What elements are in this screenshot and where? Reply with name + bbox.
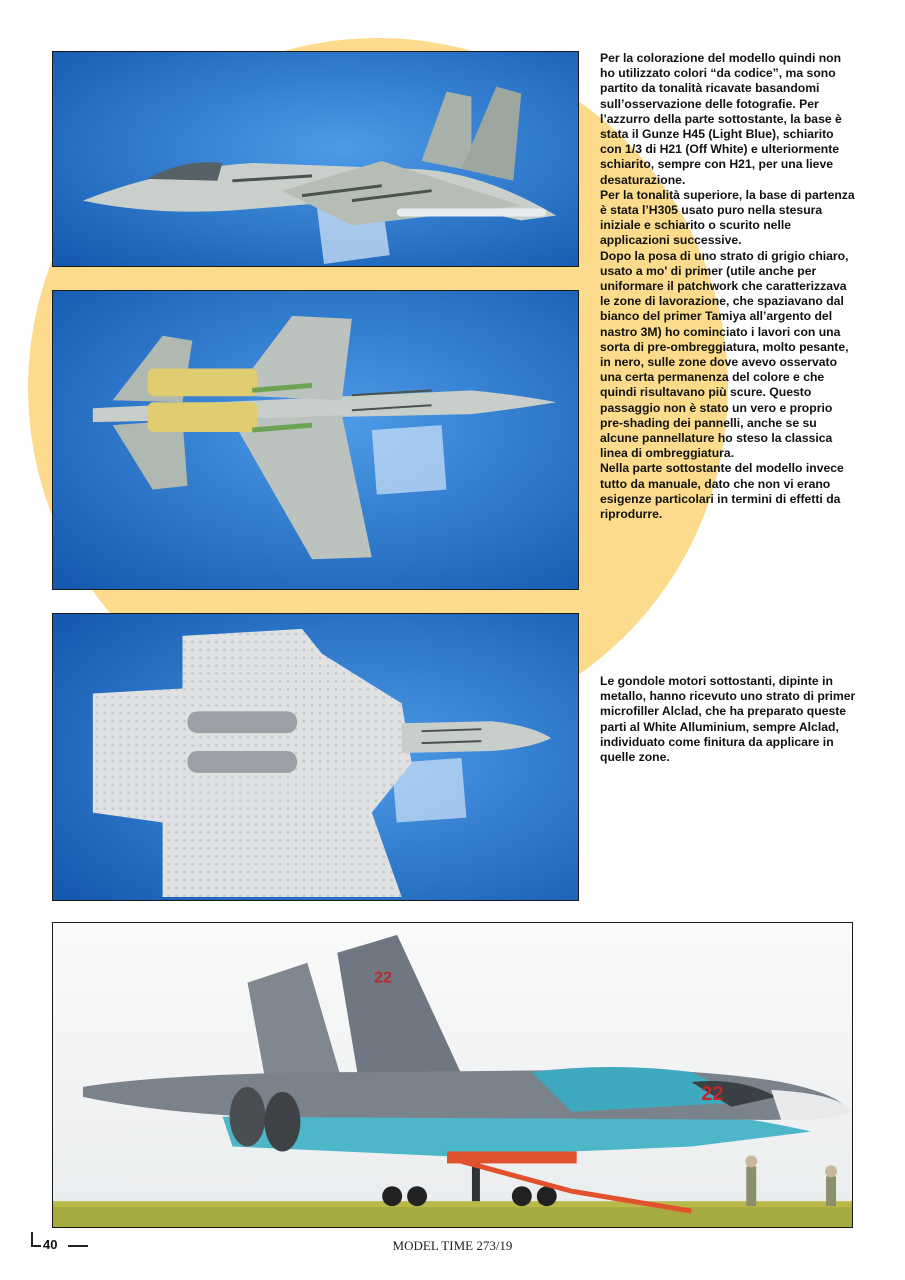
- paragraph: Dopo la posa di uno strato di grigio chiaro, usato a mo' di primer (utile anche per uniformare il patchwork che caratterizzava le zone di lavorazione, che spaziavano dal bianco del primer Tamiya all’argento del nastro 3M) ho cominciato i lavori con una sorta di pre-ombreggiatura, molto pesante, in nero, sulle zone dove avevo osservato una certa permanenza del colore e che quindi risultavano più scure. Questo passaggio non è stato un vero e proprio pre-shading dei pannelli, anche se su alcune pannellature ho steso la classica linea di ombreggiatura.: [600, 248, 849, 461]
- paragraph: Per la colorazione del modello quindi non ho utilizzato colori “da codice”, ma sono partito da tonalità ricavate basandomi sull’osservazione delle fotografie. Per l’azzurro della parte sottostante, la base è stata il Gunze H45 (Light Blue), schiarito con 1/3 di H21 (Off White) e ulteriormente schiarito, sempre con H21, per una lieve desaturazione.: [600, 51, 842, 187]
- photo-model-primer-camo: [52, 51, 579, 267]
- photo-completed-model: [52, 922, 853, 1228]
- paragraph: Nella parte sottostante del modello invece tutto da manuale, dato che non vi erano esigenze particolari in termini di effetti da riprodurre.: [600, 461, 844, 522]
- paragraph: Per la tonalità superiore, la base di partenza è stata l’H305 usato puro nella stesura iniziale e schiarito o scurito nelle applicazioni successive.: [600, 187, 855, 248]
- tail-marking-22: 22: [374, 969, 392, 987]
- fuselage-marking-22: 22: [701, 1082, 724, 1105]
- paragraph: Le gondole motori sottostanti, dipinte in metallo, hanno ricevuto uno strato di primer microfiller Alclad, che ha preparato queste parti al White Alluminium, sempre Alclad, individuato come finitura da applicare in quelle zone.: [600, 674, 856, 765]
- article-text-bottom: [600, 674, 858, 765]
- photo-model-masking-top: [52, 290, 579, 590]
- magazine-issue: MODEL TIME 273/19: [392, 1238, 513, 1253]
- article-text-top: [600, 51, 858, 522]
- page-number: 40: [43, 1237, 58, 1252]
- photo-model-paper-masking: [52, 613, 579, 901]
